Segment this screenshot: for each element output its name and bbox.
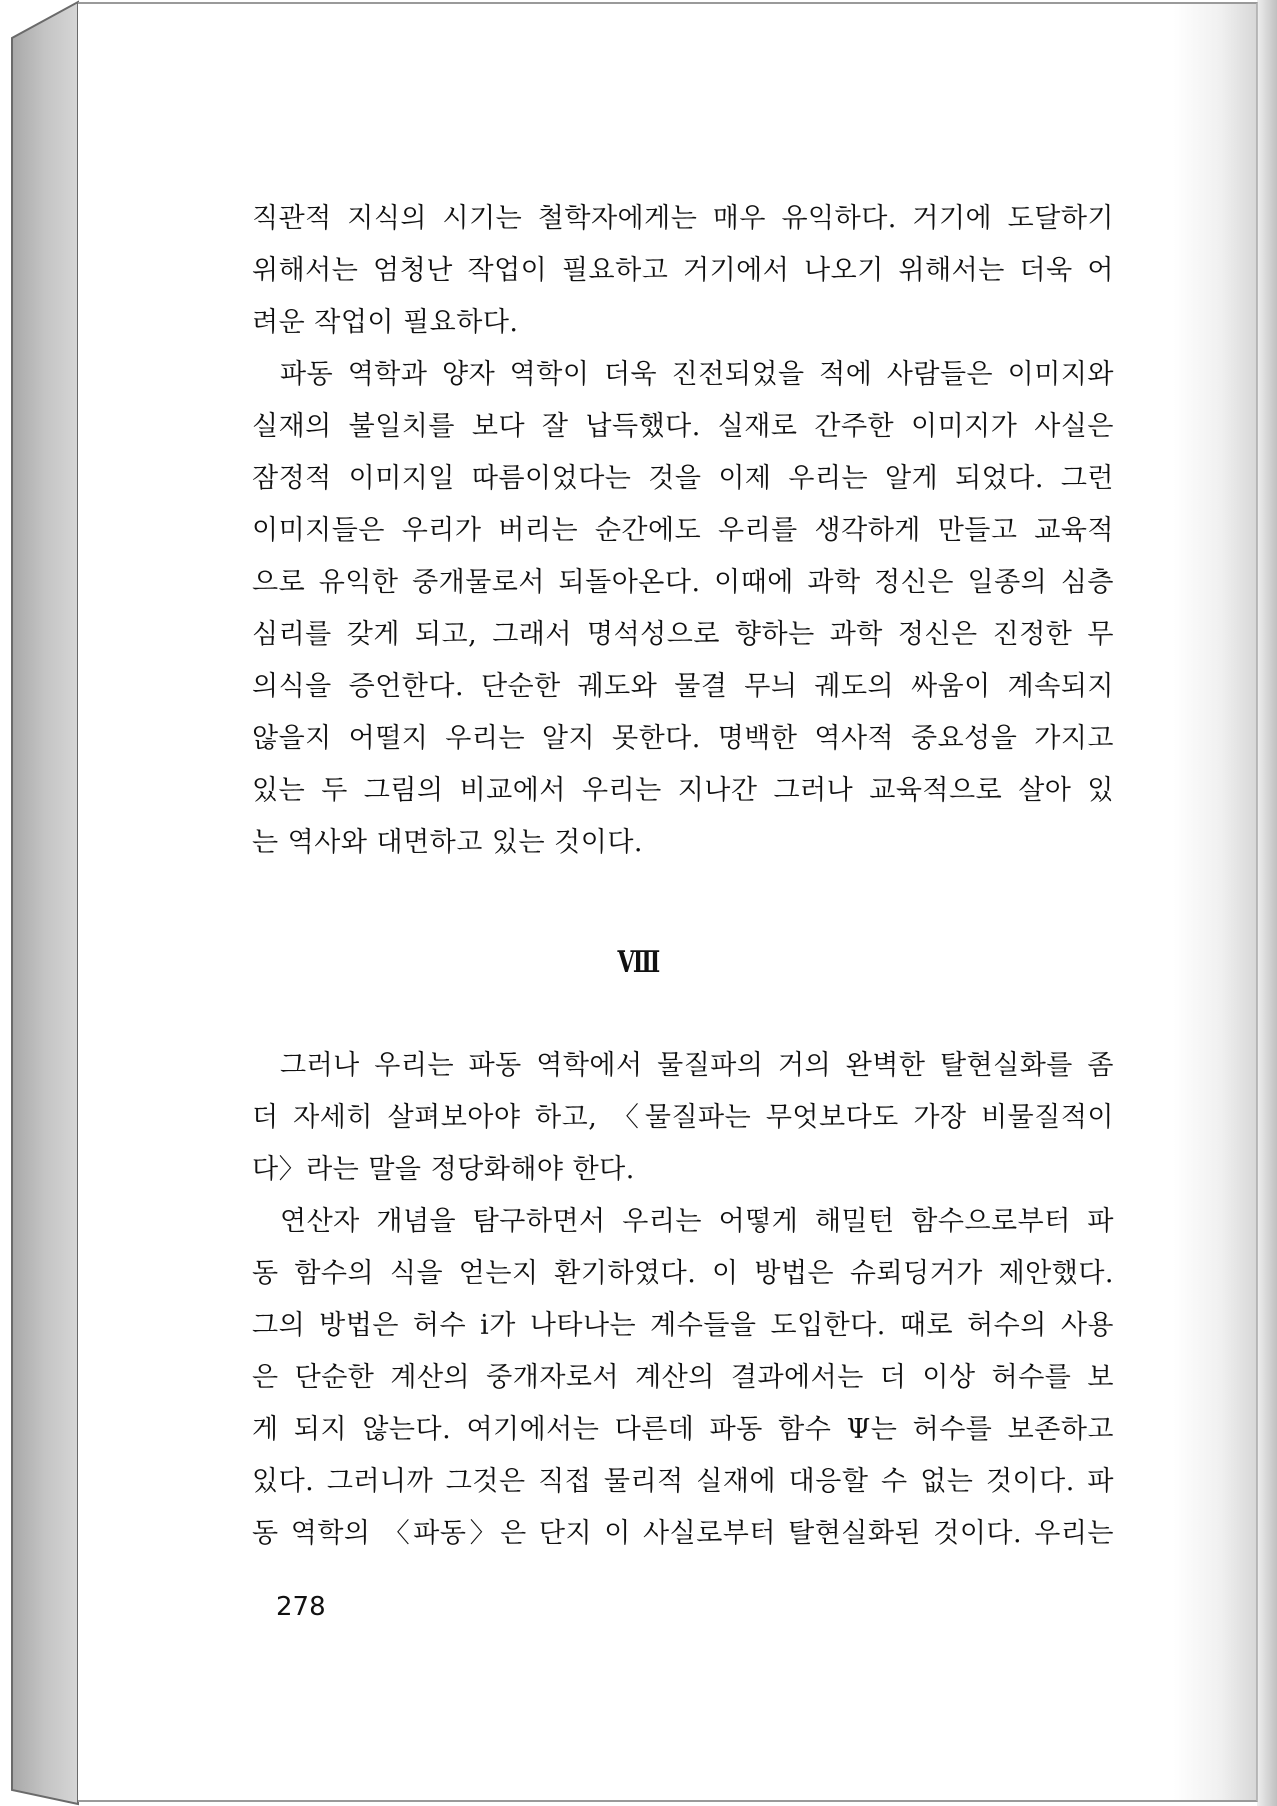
text-line: 게 되지 않는다. 여기에서는 다른데 파동 함수 Ψ는 허수를 보존하고 [252, 1414, 1114, 1445]
text-line: 으로 유익한 중개물로서 되돌아온다. 이때에 과학 정신은 일종의 심층 [252, 567, 1114, 598]
text-line: 려운 작업이 필요하다. [252, 307, 519, 338]
section-heading: Ⅷ [617, 945, 660, 980]
text-line: 의식을 증언한다. 단순한 궤도와 물결 무늬 궤도의 싸움이 계속되지 [252, 671, 1114, 702]
text-line: 연산자 개념을 탐구하면서 우리는 어떻게 해밀턴 함수으로부터 파 [280, 1206, 1114, 1237]
book-spine [0, 0, 80, 1806]
text-line: 잠정적 이미지일 따름이었다는 것을 이제 우리는 알게 되었다. 그런 [252, 463, 1114, 494]
text-line: 그의 방법은 허수 i가 나타나는 계수들을 도입한다. 때로 허수의 사용 [252, 1310, 1114, 1341]
text-line: 있다. 그러니까 그것은 직접 물리적 실재에 대응할 수 없는 것이다. 파 [252, 1466, 1114, 1497]
text-line: 은 단순한 계산의 중개자로서 계산의 결과에서는 더 이상 허수를 보 [252, 1362, 1114, 1393]
page-edge-shadow [1257, 0, 1277, 1806]
text-line: 더 자세히 살펴보아야 하고, 〈물질파는 무엇보다도 가장 비물질적이 [252, 1102, 1114, 1133]
text-line: 그러나 우리는 파동 역학에서 물질파의 거의 완벽한 탈현실화를 좀 [280, 1050, 1114, 1081]
text-line: 심리를 갖게 되고, 그래서 명석성으로 향하는 과학 정신은 진정한 무 [252, 619, 1114, 650]
page-number: 278 [276, 1592, 326, 1622]
paragraph-4 [252, 1196, 1114, 1560]
text-line: 이미지들은 우리가 버리는 순간에도 우리를 생각하게 만들고 교육적 [252, 515, 1114, 546]
paragraph-2 [252, 349, 1114, 869]
text-block-top [252, 193, 1114, 869]
text-line: 는 역사와 대면하고 있는 것이다. [252, 827, 643, 858]
paragraph-1 [252, 193, 1114, 349]
text-line: 실재의 불일치를 보다 잘 납득했다. 실재로 간주한 이미지가 사실은 [252, 411, 1114, 442]
text-line: 직관적 지식의 시기는 철학자에게는 매우 유익하다. 거기에 도달하기 [252, 203, 1114, 234]
text-line: 동 역학의 〈파동〉은 단지 이 사실로부터 탈현실화된 것이다. 우리는 [252, 1518, 1114, 1549]
text-block-bottom [252, 1040, 1114, 1560]
text-line: 동 함수의 식을 얻는지 환기하였다. 이 방법은 슈뢰딩거가 제안했다. [252, 1258, 1114, 1289]
paragraph-3 [252, 1040, 1114, 1196]
text-line: 파동 역학과 양자 역학이 더욱 진전되었을 적에 사람들은 이미지와 [280, 359, 1114, 390]
text-line: 다〉라는 말을 정당화해야 한다. [252, 1154, 635, 1185]
text-line: 있는 두 그림의 비교에서 우리는 지나간 그러나 교육적으로 살아 있 [252, 775, 1114, 806]
text-line: 않을지 어떨지 우리는 알지 못한다. 명백한 역사적 중요성을 가지고 [252, 723, 1114, 754]
text-line: 위해서는 엄청난 작업이 필요하고 거기에서 나오기 위해서는 더욱 어 [252, 255, 1114, 286]
